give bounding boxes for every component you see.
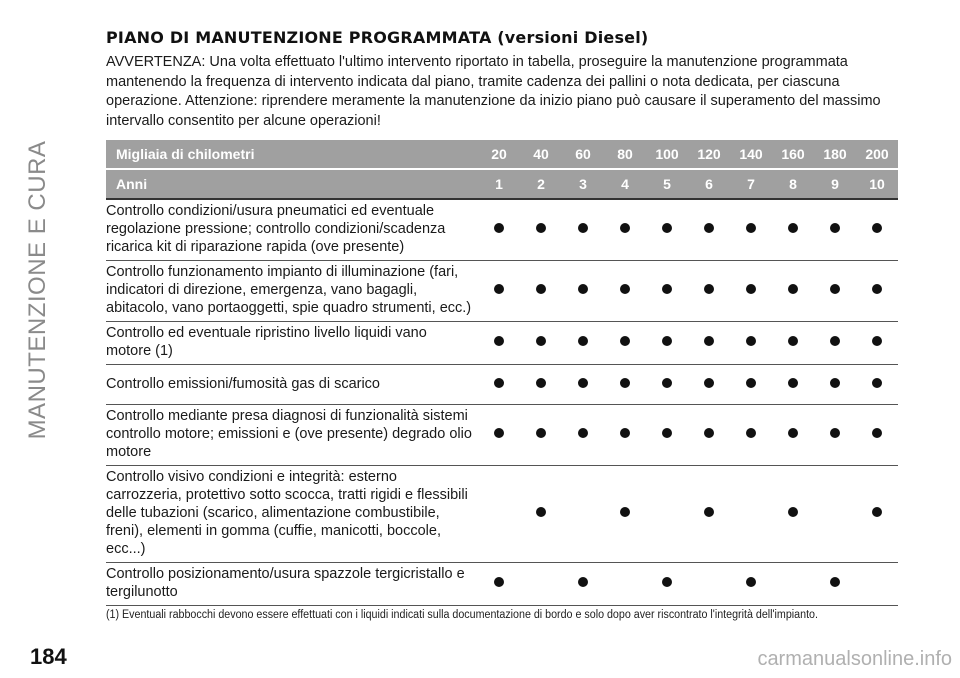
interval-cell — [520, 365, 562, 405]
interval-cell — [646, 405, 688, 466]
interval-cell — [562, 405, 604, 466]
document-body — [106, 28, 898, 131]
interval-cell — [730, 466, 772, 563]
interval-cell — [856, 563, 898, 606]
dot-icon — [872, 507, 882, 517]
dot-icon — [830, 378, 840, 388]
operation-description: Controllo funzionamento impianto di illuminazione (fari, indicatori di direzione, emergenza, vano bagagli, abitacolo, vano portaoggetti, spie quadro strumenti, ecc.) — [106, 261, 478, 322]
interval-cell — [856, 322, 898, 365]
dot-icon — [494, 428, 504, 438]
interval-cell — [688, 322, 730, 365]
dot-icon — [662, 428, 672, 438]
dot-icon — [536, 428, 546, 438]
years-header-cell: 5 — [646, 169, 688, 199]
table-row — [106, 365, 898, 405]
interval-cell — [646, 563, 688, 606]
interval-cell — [772, 199, 814, 261]
dot-icon — [536, 336, 546, 346]
interval-cell — [604, 405, 646, 466]
km-header-cell: 180 — [814, 140, 856, 169]
interval-cell — [646, 365, 688, 405]
interval-cell — [562, 365, 604, 405]
interval-cell — [772, 261, 814, 322]
watermark: carmanualsonline.info — [757, 648, 952, 670]
operation-description: Controllo posizionamento/usura spazzole tergicristallo e tergilunotto — [106, 563, 478, 606]
operation-description: Controllo condizioni/usura pneumatici ed eventuale regolazione pressione; controllo condizioni/scadenza ricarica kit di riparazione rapida (ove presente) — [106, 199, 478, 261]
years-header-label: Anni — [106, 169, 478, 199]
dot-icon — [704, 378, 714, 388]
interval-cell — [604, 322, 646, 365]
dot-icon — [536, 284, 546, 294]
interval-cell — [730, 322, 772, 365]
interval-cell — [478, 563, 520, 606]
dot-icon — [704, 223, 714, 233]
interval-cell — [562, 466, 604, 563]
interval-cell — [604, 199, 646, 261]
warning-paragraph: AVVERTENZA: Una volta effettuato l'ultimo intervento riportato in tabella, proseguire la manutenzione programmata mantenendo la frequenza di intervento indicata dal piano, tramite cadenza dei pallini o nota dedicata, per ciascuna operazione. Attenzione: riprendere meramente la manutenzione da inizio piano può causare il superamento del massimo intervallo consentito per alcune operazioni! — [106, 54, 881, 129]
interval-cell — [604, 365, 646, 405]
dot-icon — [494, 336, 504, 346]
table-row — [106, 563, 898, 606]
dot-icon — [578, 378, 588, 388]
dot-icon — [830, 223, 840, 233]
dot-icon — [704, 428, 714, 438]
years-header-cell: 10 — [856, 169, 898, 199]
km-header-cell: 200 — [856, 140, 898, 169]
table-row — [106, 199, 898, 261]
dot-icon — [872, 428, 882, 438]
dot-icon — [704, 507, 714, 517]
interval-cell — [478, 466, 520, 563]
dot-icon — [872, 284, 882, 294]
dot-icon — [578, 284, 588, 294]
interval-cell — [688, 365, 730, 405]
dot-icon — [746, 284, 756, 294]
dot-icon — [746, 223, 756, 233]
dot-icon — [830, 428, 840, 438]
interval-cell — [646, 322, 688, 365]
interval-cell — [772, 365, 814, 405]
interval-cell — [688, 261, 730, 322]
interval-cell — [562, 563, 604, 606]
interval-cell — [520, 261, 562, 322]
km-header-cell: 20 — [478, 140, 520, 169]
interval-cell — [730, 405, 772, 466]
page-title: PIANO DI MANUTENZIONE PROGRAMMATA (versioni Diesel) — [106, 28, 649, 47]
dot-icon — [746, 336, 756, 346]
interval-cell — [730, 261, 772, 322]
dot-icon — [788, 428, 798, 438]
operation-description: Controllo mediante presa diagnosi di funzionalità sistemi controllo motore; emissioni e (ove presente) degrado olio motore — [106, 405, 478, 466]
interval-cell — [646, 261, 688, 322]
maintenance-table-body — [106, 199, 898, 606]
dot-icon — [578, 336, 588, 346]
dot-icon — [788, 284, 798, 294]
km-header-cell: 100 — [646, 140, 688, 169]
footnote: (1) Eventuali rabbocchi devono essere effettuati con i liquidi indicati sulla documentazione di bordo e solo dopo aver riscontrato l'integrità dell'impianto. — [106, 609, 818, 621]
interval-cell — [478, 405, 520, 466]
dot-icon — [662, 336, 672, 346]
interval-cell — [814, 365, 856, 405]
interval-cell — [478, 365, 520, 405]
interval-cell — [604, 466, 646, 563]
dot-icon — [578, 577, 588, 587]
interval-cell — [856, 466, 898, 563]
dot-icon — [620, 378, 630, 388]
km-header-cell: 40 — [520, 140, 562, 169]
dot-icon — [620, 507, 630, 517]
dot-icon — [620, 428, 630, 438]
years-header-cell: 4 — [604, 169, 646, 199]
interval-cell — [730, 563, 772, 606]
interval-cell — [520, 199, 562, 261]
dot-icon — [536, 507, 546, 517]
interval-cell — [730, 199, 772, 261]
table-row — [106, 261, 898, 322]
interval-cell — [814, 261, 856, 322]
interval-cell — [772, 322, 814, 365]
table-row — [106, 405, 898, 466]
interval-cell — [604, 563, 646, 606]
interval-cell — [520, 563, 562, 606]
km-header-cell: 80 — [604, 140, 646, 169]
dot-icon — [536, 223, 546, 233]
dot-icon — [788, 507, 798, 517]
interval-cell — [478, 261, 520, 322]
dot-icon — [620, 336, 630, 346]
interval-cell — [604, 261, 646, 322]
interval-cell — [772, 563, 814, 606]
km-header-cell: 120 — [688, 140, 730, 169]
dot-icon — [662, 378, 672, 388]
interval-cell — [856, 365, 898, 405]
interval-cell — [856, 261, 898, 322]
interval-cell — [814, 563, 856, 606]
dot-icon — [872, 223, 882, 233]
section-side-label-text: MANUTENZIONE E CURA — [24, 140, 51, 440]
years-header-cell: 6 — [688, 169, 730, 199]
dot-icon — [662, 577, 672, 587]
operation-description: Controllo emissioni/fumosità gas di scarico — [106, 365, 478, 405]
dot-icon — [662, 284, 672, 294]
interval-cell — [688, 466, 730, 563]
interval-cell — [520, 405, 562, 466]
dot-icon — [578, 223, 588, 233]
interval-cell — [562, 199, 604, 261]
km-header-cell: 140 — [730, 140, 772, 169]
interval-cell — [646, 466, 688, 563]
table-row — [106, 466, 898, 563]
dot-icon — [872, 336, 882, 346]
dot-icon — [620, 284, 630, 294]
dot-icon — [704, 336, 714, 346]
interval-cell — [814, 466, 856, 563]
interval-cell — [562, 322, 604, 365]
dot-icon — [788, 336, 798, 346]
interval-cell — [646, 199, 688, 261]
dot-icon — [620, 223, 630, 233]
dot-icon — [788, 378, 798, 388]
page-number: 184 — [30, 644, 67, 669]
interval-cell — [520, 466, 562, 563]
dot-icon — [662, 223, 672, 233]
maintenance-table — [106, 140, 898, 606]
years-header-cell: 2 — [520, 169, 562, 199]
interval-cell — [688, 199, 730, 261]
years-header-cell: 8 — [772, 169, 814, 199]
km-header-cell: 60 — [562, 140, 604, 169]
years-header-cell: 1 — [478, 169, 520, 199]
dot-icon — [830, 336, 840, 346]
dot-icon — [872, 378, 882, 388]
dot-icon — [494, 284, 504, 294]
dot-icon — [830, 284, 840, 294]
dot-icon — [746, 577, 756, 587]
years-header-cell: 7 — [730, 169, 772, 199]
interval-cell — [520, 322, 562, 365]
interval-cell — [814, 199, 856, 261]
interval-cell — [562, 261, 604, 322]
dot-icon — [788, 223, 798, 233]
interval-cell — [688, 405, 730, 466]
km-header-row — [106, 140, 898, 169]
interval-cell — [478, 322, 520, 365]
km-header-label: Migliaia di chilometri — [106, 140, 478, 169]
dot-icon — [494, 378, 504, 388]
dot-icon — [704, 284, 714, 294]
interval-cell — [814, 322, 856, 365]
dot-icon — [536, 378, 546, 388]
dot-icon — [494, 577, 504, 587]
operation-description: Controllo visivo condizioni e integrità: esterno carrozzeria, protettivo sotto scocca, tratti rigidi e flessibili delle tubazioni (scarico, alimentazione combustibile, freni), elementi in gomma (cuffie, manicotti, boccole, ecc...) — [106, 466, 478, 563]
years-header-row — [106, 169, 898, 199]
interval-cell — [772, 466, 814, 563]
years-header-cell: 3 — [562, 169, 604, 199]
table-row — [106, 322, 898, 365]
years-header-cell: 9 — [814, 169, 856, 199]
dot-icon — [578, 428, 588, 438]
dot-icon — [746, 428, 756, 438]
interval-cell — [478, 199, 520, 261]
operation-description: Controllo ed eventuale ripristino livello liquidi vano motore (1) — [106, 322, 478, 365]
km-header-cell: 160 — [772, 140, 814, 169]
dot-icon — [494, 223, 504, 233]
interval-cell — [856, 199, 898, 261]
dot-icon — [746, 378, 756, 388]
interval-cell — [856, 405, 898, 466]
dot-icon — [830, 577, 840, 587]
interval-cell — [688, 563, 730, 606]
interval-cell — [730, 365, 772, 405]
interval-cell — [814, 405, 856, 466]
interval-cell — [772, 405, 814, 466]
